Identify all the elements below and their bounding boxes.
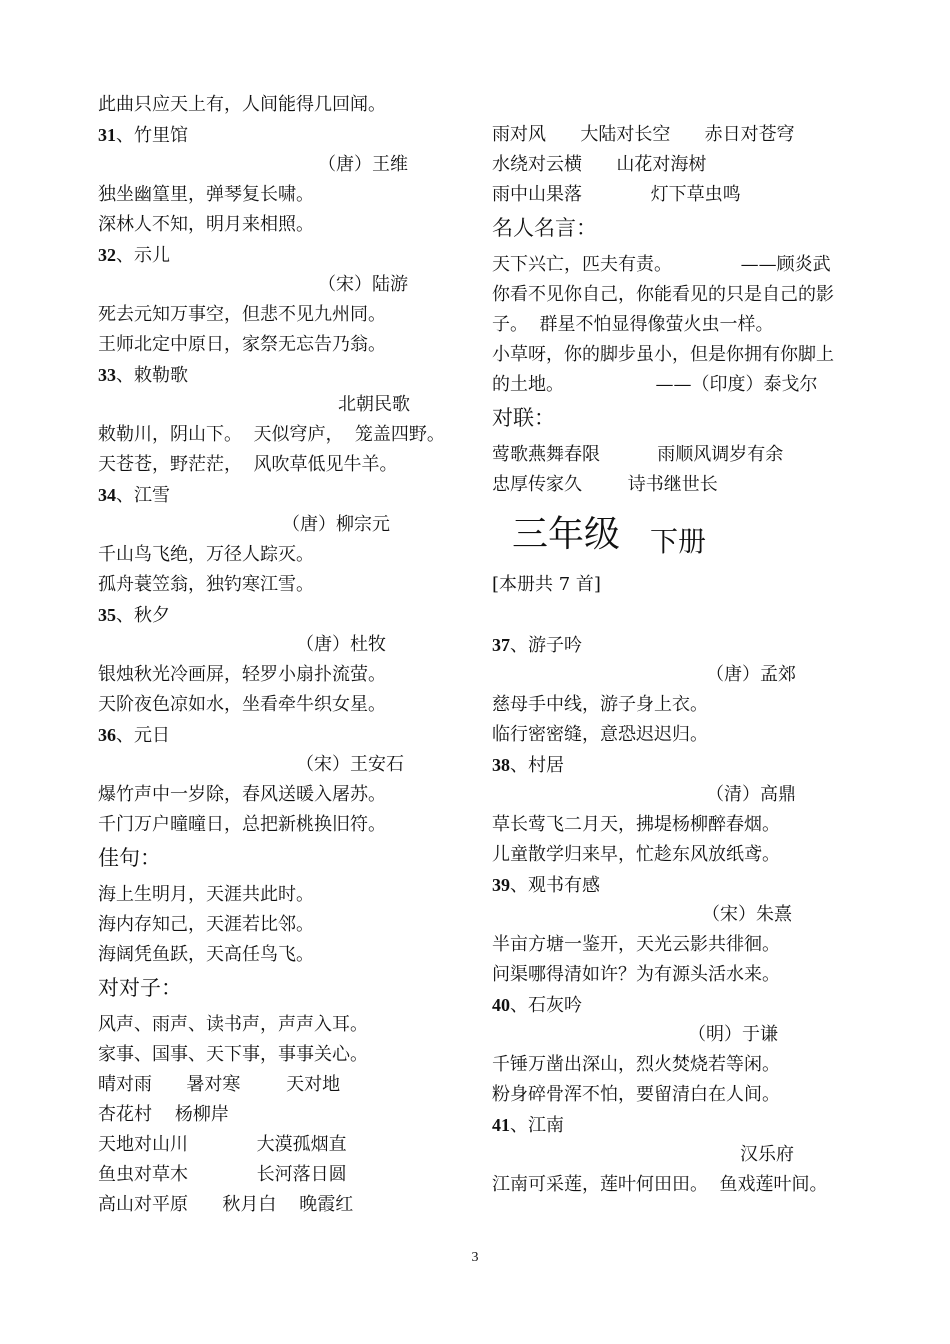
poem-title — [492, 870, 872, 900]
text-line: 儿童散学归来早，忙趁东风放纸鸢。 — [492, 844, 780, 865]
text-line: 死去元知万事空，但悲不见九州同。 — [98, 304, 386, 325]
text-line: 忠厚传家久 诗书继世长 — [492, 474, 718, 495]
text-line: 粉身碎骨浑不怕，要留清白在人间。 — [492, 1084, 780, 1105]
text-line: 王师北定中原日，家祭无忘告乃翁。 — [98, 334, 386, 355]
poem-name: 、村居 — [510, 755, 564, 776]
text-line: 爆竹声中一岁除，春风送暖入屠苏。 — [98, 784, 386, 805]
text-line: 高山对平原 秋月白 晚霞红 — [98, 1194, 354, 1215]
poem-title — [98, 360, 478, 390]
text-line: 鱼虫对草木 长河落日圆 — [98, 1164, 347, 1185]
text-line: 千山鸟飞绝，万径人踪灭。 — [98, 544, 314, 565]
poem-author: （唐）柳宗元 — [282, 514, 390, 535]
grade-title: 三年级 — [512, 514, 621, 555]
text-line: 天下兴亡，匹夫有责。 ——顾炎武 — [492, 254, 831, 275]
text-line: 孤舟蓑笠翁，独钓寒江雪。 — [98, 574, 314, 595]
poem-title — [98, 720, 478, 750]
poem-author: （宋）朱熹 — [702, 904, 792, 925]
poem-number: 40 — [492, 995, 510, 1015]
poem-title — [492, 1110, 872, 1140]
poem-author: 北朝民歌 — [338, 394, 410, 415]
left-column — [98, 90, 478, 1220]
text-line: 江南可采莲，莲叶何田田。 鱼戏莲叶间。 — [492, 1174, 828, 1195]
text-line: 天阶夜色凉如水，坐看牵牛织女星。 — [98, 694, 386, 715]
section-heading: 对对子： — [98, 976, 182, 1000]
grade-heading — [492, 500, 872, 570]
section-heading: 佳句： — [98, 846, 161, 870]
text-line: 雨对风 大陆对长空 赤日对苍穹 — [492, 124, 795, 145]
text-line: [本册共 7 首] — [492, 574, 601, 595]
text-line: 的土地。 ——（印度）泰戈尔 — [492, 374, 818, 395]
text-line: 银烛秋光冷画屏，轻罗小扇扑流萤。 — [98, 664, 386, 685]
poem-author: （宋）陆游 — [318, 274, 408, 295]
section-heading: 对联： — [492, 406, 555, 430]
text-line: 杏花村 杨柳岸 — [98, 1104, 229, 1125]
text-line: 家事、国事、天下事，事事关心。 — [98, 1044, 368, 1065]
text-line: 水绕对云横 山花对海树 — [492, 154, 707, 175]
poem-name: 、竹里馆 — [116, 125, 188, 146]
text-line: 半亩方塘一鉴开，天光云影共徘徊。 — [492, 934, 780, 955]
poem-author: （唐）杜牧 — [296, 634, 386, 655]
text-line: 雨中山果落 灯下草虫鸣 — [492, 184, 741, 205]
poem-number: 34 — [98, 485, 116, 505]
poem-author: （唐）孟郊 — [706, 664, 796, 685]
poem-name: 、石灰吟 — [510, 995, 582, 1016]
poem-title — [98, 240, 478, 270]
text-line: 子。 群星不怕显得像萤火虫一样。 — [492, 314, 774, 335]
text-line: 海阔凭鱼跃，天高任鸟飞。 — [98, 944, 314, 965]
page-number: 3 — [471, 1250, 479, 1265]
text-line: 千门万户曈曈日，总把新桃换旧符。 — [98, 814, 386, 835]
poem-title — [98, 600, 478, 630]
poem-title — [98, 480, 478, 510]
poem-number: 41 — [492, 1115, 510, 1135]
text-line: 千锤万凿出深山，烈火焚烧若等闲。 — [492, 1054, 780, 1075]
section-heading: 名人名言： — [492, 216, 597, 240]
poem-number: 31 — [98, 125, 116, 145]
text-line: 敕勒川，阴山下。 天似穹庐， 笼盖四野。 — [98, 424, 445, 445]
poem-number: 33 — [98, 365, 116, 385]
text-line: 此曲只应天上有，人间能得几回闻。 — [98, 94, 386, 115]
text-line: 问渠哪得清如许？为有源头活水来。 — [492, 964, 780, 985]
poem-number: 35 — [98, 605, 116, 625]
text-line: 天苍苍，野茫茫， 风吹草低见牛羊。 — [98, 454, 398, 475]
poem-title — [492, 630, 872, 660]
poem-name: 、秋夕 — [116, 605, 170, 626]
text-line: 临行密密缝，意恐迟迟归。 — [492, 724, 708, 745]
text-line: 草长莺飞二月天，拂堤杨柳醉春烟。 — [492, 814, 780, 835]
volume-title: 下册 — [650, 525, 707, 558]
text-line: 海上生明月，天涯共此时。 — [98, 884, 314, 905]
text-line: 深林人不知，明月来相照。 — [98, 214, 314, 235]
poem-name: 、示儿 — [116, 245, 170, 266]
poem-author: （唐）王维 — [318, 154, 408, 175]
poem-title — [492, 990, 872, 1020]
text-line: 风声、雨声、读书声，声声入耳。 — [98, 1014, 368, 1035]
poem-name: 、元日 — [116, 725, 170, 746]
text-line: 慈母手中线，游子身上衣。 — [492, 694, 708, 715]
poem-author: 汉乐府 — [740, 1144, 794, 1165]
poem-number: 36 — [98, 725, 116, 745]
poem-number: 32 — [98, 245, 116, 265]
spacer — [492, 600, 872, 630]
poem-number: 37 — [492, 635, 510, 655]
poem-name: 、江南 — [510, 1115, 564, 1136]
text-line: 小草呀，你的脚步虽小，但是你拥有你脚上 — [492, 344, 834, 365]
poem-name: 、观书有感 — [510, 875, 600, 896]
poem-title — [98, 120, 478, 150]
text-line: 你看不见你自己，你能看见的只是自己的影 — [492, 284, 834, 305]
poem-author: （清）高鼎 — [706, 784, 796, 805]
poem-number: 38 — [492, 755, 510, 775]
poem-author: （宋）王安石 — [296, 754, 404, 775]
text-line: 天地对山川 大漠孤烟直 — [98, 1134, 347, 1155]
right-column — [492, 120, 872, 1200]
poem-name: 、游子吟 — [510, 635, 582, 656]
poem-author: （明）于谦 — [688, 1024, 778, 1045]
text-line: 独坐幽篁里，弹琴复长啸。 — [98, 184, 314, 205]
text-line: 海内存知己，天涯若比邻。 — [98, 914, 314, 935]
poem-name: 、江雪 — [116, 485, 170, 506]
poem-number: 39 — [492, 875, 510, 895]
text-line: 晴对雨 暑对寒 天对地 — [98, 1074, 341, 1095]
poem-title — [492, 750, 872, 780]
poem-name: 、敕勒歌 — [116, 365, 188, 386]
text-line: 莺歌燕舞春限 雨顺风调岁有余 — [492, 444, 784, 465]
